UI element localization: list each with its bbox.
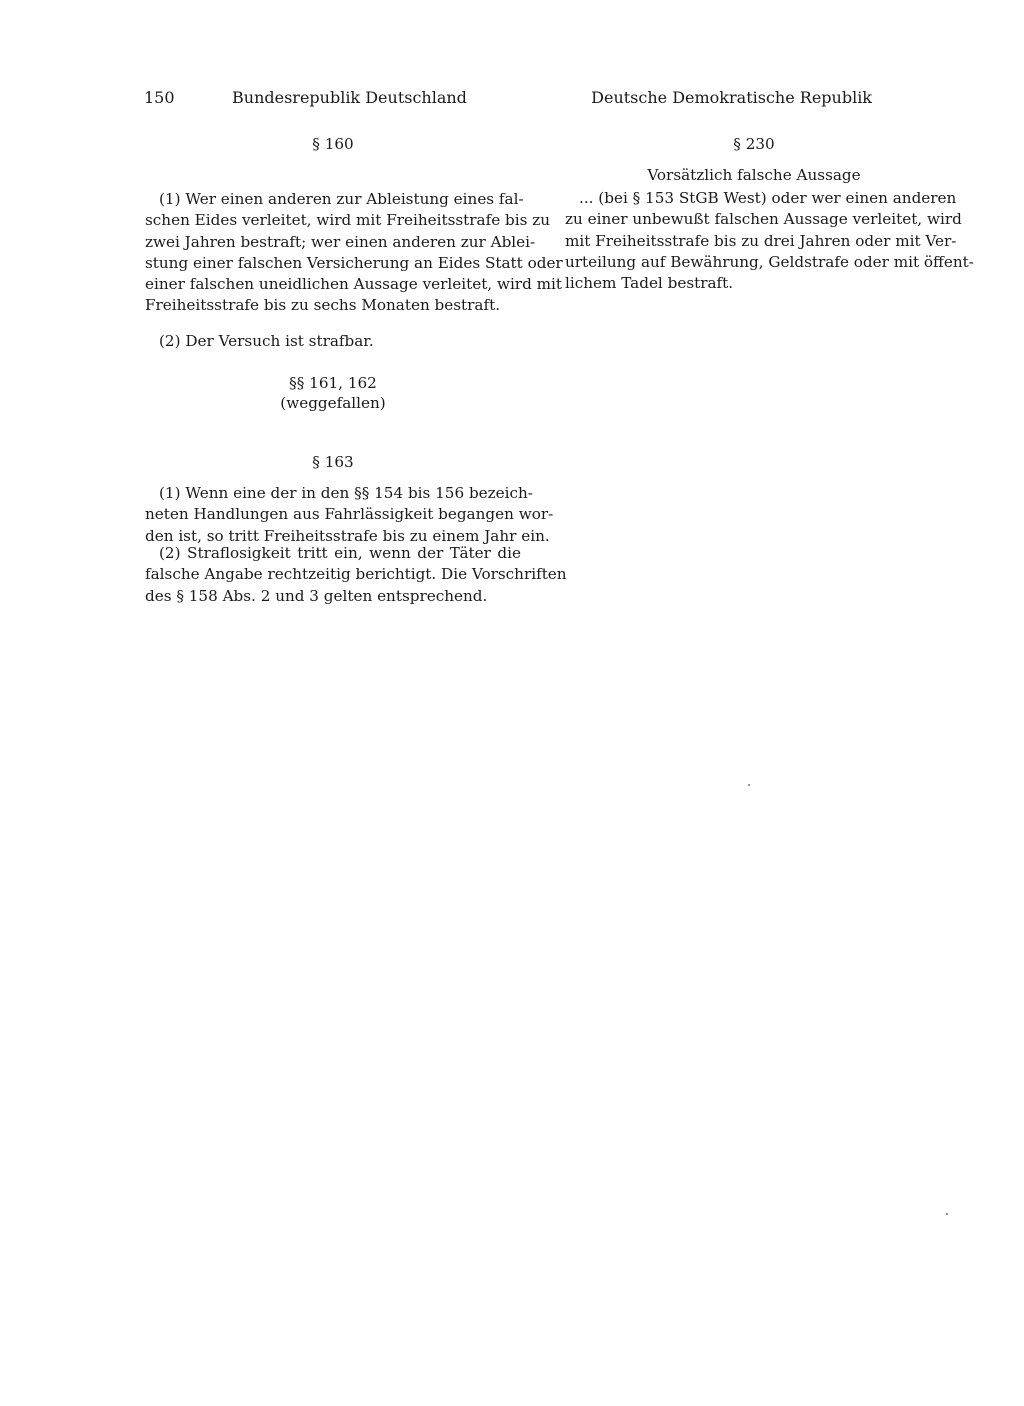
- text-line: einer falschen uneidlichen Aussage verleitet, wird mit: [145, 275, 562, 294]
- page-header: [144, 88, 872, 114]
- scan-speck: [946, 1213, 948, 1215]
- text-line: (1) Wenn eine der in den §§ 154 bis 156 bezeich-: [159, 484, 533, 502]
- text-line: zwei Jahren bestraft; wer einen anderen zur Ablei-: [145, 232, 536, 251]
- section-230-paragraph: [565, 188, 974, 294]
- section-161-162-heading: §§ 161, 162: [289, 374, 377, 392]
- section-160-paragraph-1: [145, 189, 563, 317]
- section-163-paragraph-1: [145, 483, 554, 547]
- text-line: Freiheitsstrafe bis zu sechs Monaten bestraft.: [145, 296, 501, 315]
- text-line: (2) Straflosigkeit tritt ein, wenn der Täter die: [159, 544, 521, 562]
- section-160-paragraph-2: [145, 331, 521, 352]
- text-line: (1) Wer einen anderen zur Ableistung eines fal-: [159, 190, 524, 208]
- header-right-title: Deutsche Demokratische Republik: [591, 88, 872, 107]
- section-163-heading: § 163: [312, 453, 354, 471]
- text-line: mit Freiheitsstrafe bis zu drei Jahren oder mit Ver-: [565, 231, 957, 250]
- section-230-heading: § 230: [733, 135, 775, 153]
- section-161-162-note: (weggefallen): [280, 394, 386, 412]
- text-line: (2) Der Versuch ist strafbar.: [159, 332, 374, 350]
- scan-speck: [748, 784, 750, 786]
- text-line: zu einer unbewußt falschen Aussage verleitet, wird: [565, 210, 962, 229]
- text-line: den ist, so tritt Freiheitsstrafe bis zu einem Jahr ein.: [145, 526, 550, 545]
- text-line: ... (bei § 153 StGB West) oder wer einen anderen: [579, 189, 957, 207]
- section-163-paragraph-2: [145, 543, 567, 607]
- text-line: urteilung auf Bewährung, Geldstrafe oder mit öffent-: [565, 252, 974, 271]
- text-line: neten Handlungen aus Fahrlässigkeit begangen wor-: [145, 505, 554, 524]
- text-line: lichem Tadel bestraft.: [565, 274, 734, 293]
- text-line: falsche Angabe rechtzeitig berichtigt. Die Vorschriften: [145, 565, 567, 584]
- text-line: des § 158 Abs. 2 und 3 gelten entsprechend.: [145, 586, 488, 605]
- page-number: 150: [144, 88, 175, 107]
- text-line: schen Eides verleitet, wird mit Freiheitsstrafe bis zu: [145, 211, 550, 230]
- section-230-title: Vorsätzlich falsche Aussage: [647, 166, 861, 184]
- header-left-title: Bundesrepublik Deutschland: [232, 88, 467, 107]
- section-160-heading: § 160: [312, 135, 354, 153]
- text-line: stung einer falschen Versicherung an Eides Statt oder: [145, 253, 563, 272]
